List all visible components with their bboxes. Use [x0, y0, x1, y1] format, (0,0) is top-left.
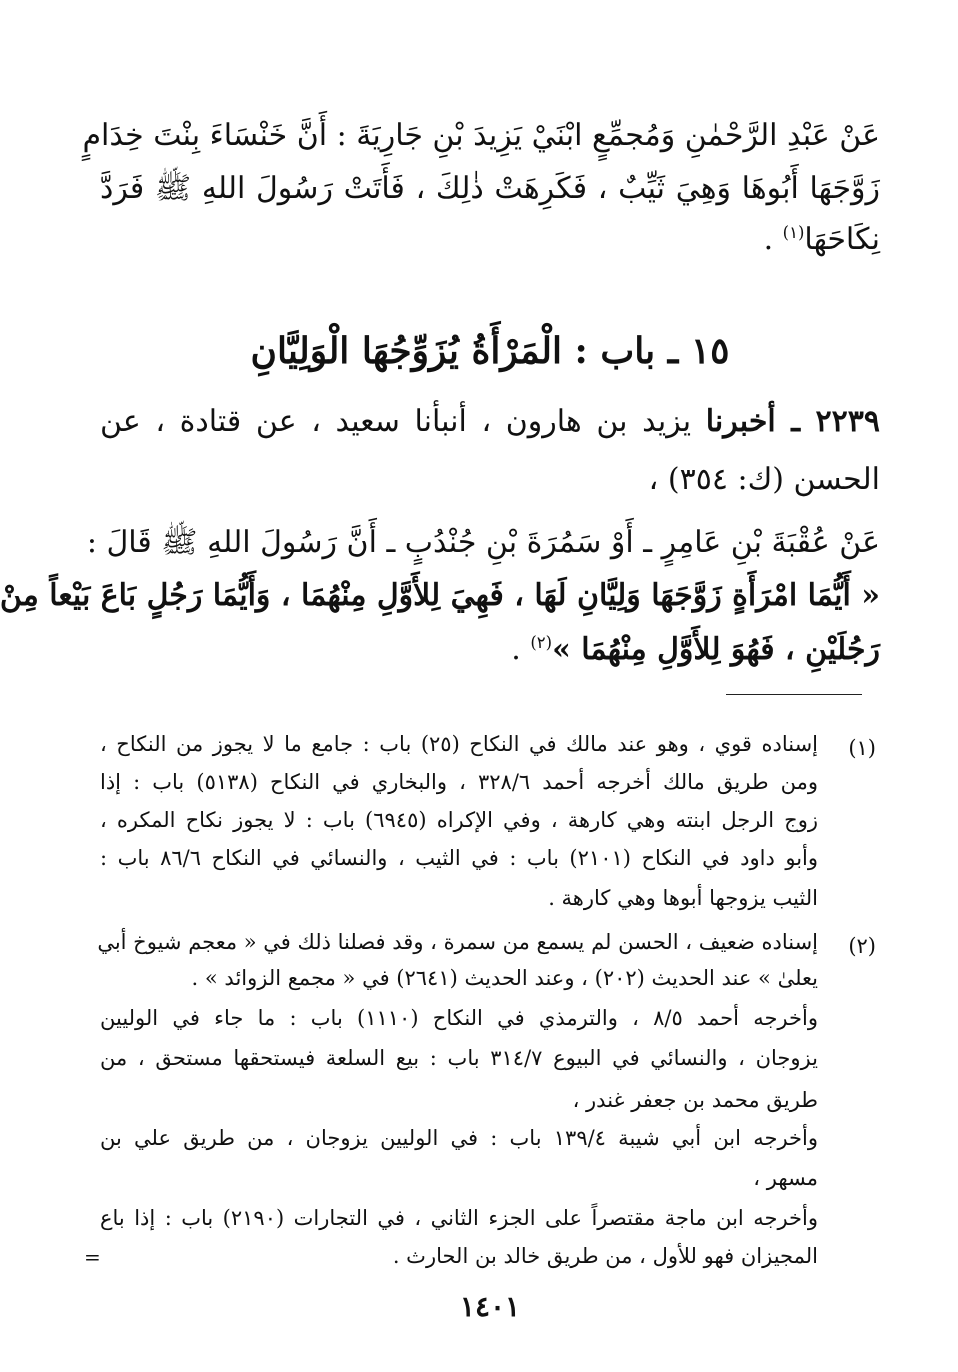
footnote-2-line: وأخرجه أحمد ٨/٥ ، والترمذي في النكاح (١١١٠) باب : ما جاء في الوليين	[100, 1006, 818, 1030]
footnote-ref-1: (١)	[782, 223, 805, 242]
footnote-2-line: المجيزان فهو للأول ، من طريق خالد بن الحارث .	[392, 1244, 818, 1268]
top-para-line-3	[100, 222, 880, 257]
top-para-line-1: عَنْ عَبْدِ الرَّحْمٰنِ وَمُجمِّعٍ ابْنَيْ يَزِيدَ بْنِ جَارِيَةَ : أَنَّ خَنْسَاءَ بِنْتَ خِدَامٍ	[82, 118, 880, 153]
hadith-line-5-text: رَجُلَيْنِ ، فَهُوَ لِلأَوَّلِ مِنْهُمَا »	[552, 632, 880, 667]
footnote-2-line: مسهر ،	[753, 1166, 818, 1190]
continuation-mark: =	[84, 1245, 101, 1269]
hadith-line-5	[100, 632, 880, 667]
hadith-line-3: عَنْ عُقْبَةَ بْنِ عَامِرٍ ـ أَوْ سَمُرَةَ بْنِ جُنْدُبٍ ـ أَنَّ رَسُولَ اللهِ ﷺ قَالَ :	[86, 525, 880, 560]
footnote-ref-2: (٢)	[530, 633, 553, 652]
top-para-line-3-text: نِكَاحَهَا	[804, 222, 880, 257]
footnote-2-line: يزوجان ، والنسائي في البيوع ٣١٤/٧ باب : بيع السلعة فيستحقها مستحق ، من	[100, 1046, 818, 1070]
footnote-1-line: ومن طريق مالك أخرجه أحمد ٣٢٨/٦ ، والبخاري في النكاح (٥١٣٨) باب : إذا	[100, 770, 819, 794]
footnote-1-number: (١)	[848, 736, 876, 760]
footnote-2-line: يعلىٰ » عند الحديث (٢٠٢) ، وعند الحديث (٢٦٤١) في « مجمع الزوائد » .	[191, 966, 818, 990]
hadith-line-4: « أَيُّمَا امْرَأَةٍ زَوَّجَهَا وَلِيَّانِ لَهَا ، فَهِيَ لِلأَوَّلِ مِنْهُمَا ، وَأَيُّمَا رَجُلٍ بَاعَ بَيْعاً مِنْ	[0, 578, 880, 613]
hadith-number: ٢٢٣٩ ـ أخبرنا	[705, 404, 880, 439]
footnote-2-number: (٢)	[848, 934, 876, 958]
top-para-line-2: زَوَّجَهَا أَبُوهَا وَهِيَ ثَيِّبٌ ، فَكَرِهَتْ ذٰلِكَ ، فَأَتَتْ رَسُولَ اللهِ ﷺ فَرَدَّ	[100, 171, 880, 206]
footnote-2-line: طريق محمد بن جعفر غندر ،	[572, 1088, 818, 1112]
hadith-line-2: الحسن (ك: ٣٥٤) ،	[648, 462, 880, 497]
footnote-1-line: زوج الرجل ابنته وهي كارهة ، وفي الإكراه (٦٩٤٥) باب : لا يجوز نكاح المكره ،	[100, 808, 818, 832]
footnote-1-line: إسناده قوي ، وهو عند مالك في النكاح (٢٥) باب : جامع ما لا يجوز من النكاح ،	[100, 732, 819, 756]
footnote-2-line: وأخرجه ابن أبي شيبة ١٣٩/٤ باب : في الوليين يزوجان ، من طريق علي بن	[100, 1126, 818, 1150]
top-para-line-3-end: .	[763, 222, 783, 257]
page-number: ١٤٠١	[459, 1290, 521, 1323]
footnote-2-line: وأخرجه ابن ماجة مقتصراً على الجزء الثاني ، في التجارات (٢١٩٠) باب : إذا باع	[100, 1206, 818, 1230]
footnote-1-line: وأبو داود في النكاح (٢١٠١) باب : في الثيب ، والنسائي في النكاح ٨٦/٦ باب :	[100, 846, 819, 870]
chapter-heading: ١٥ ـ باب : الْمَرْأَةُ يُزَوِّجُهَا الْوَلِيَّانِ	[250, 330, 730, 372]
hadith-line-1-rest: يزيد بن هارون ، أنبأنا سعيد ، عن قتادة ، عن	[100, 404, 706, 439]
hadith-line-5-end: .	[511, 632, 531, 667]
footnote-separator	[726, 694, 862, 695]
footnote-1-line: الثيب يزوجها أبوها وهي كارهة .	[548, 886, 818, 910]
footnote-2-line: إسناده ضعيف ، الحسن لم يسمع من سمرة ، وقد فصلنا ذلك في « معجم شيوخ أبي	[97, 930, 818, 954]
hadith-line-1	[100, 404, 880, 439]
